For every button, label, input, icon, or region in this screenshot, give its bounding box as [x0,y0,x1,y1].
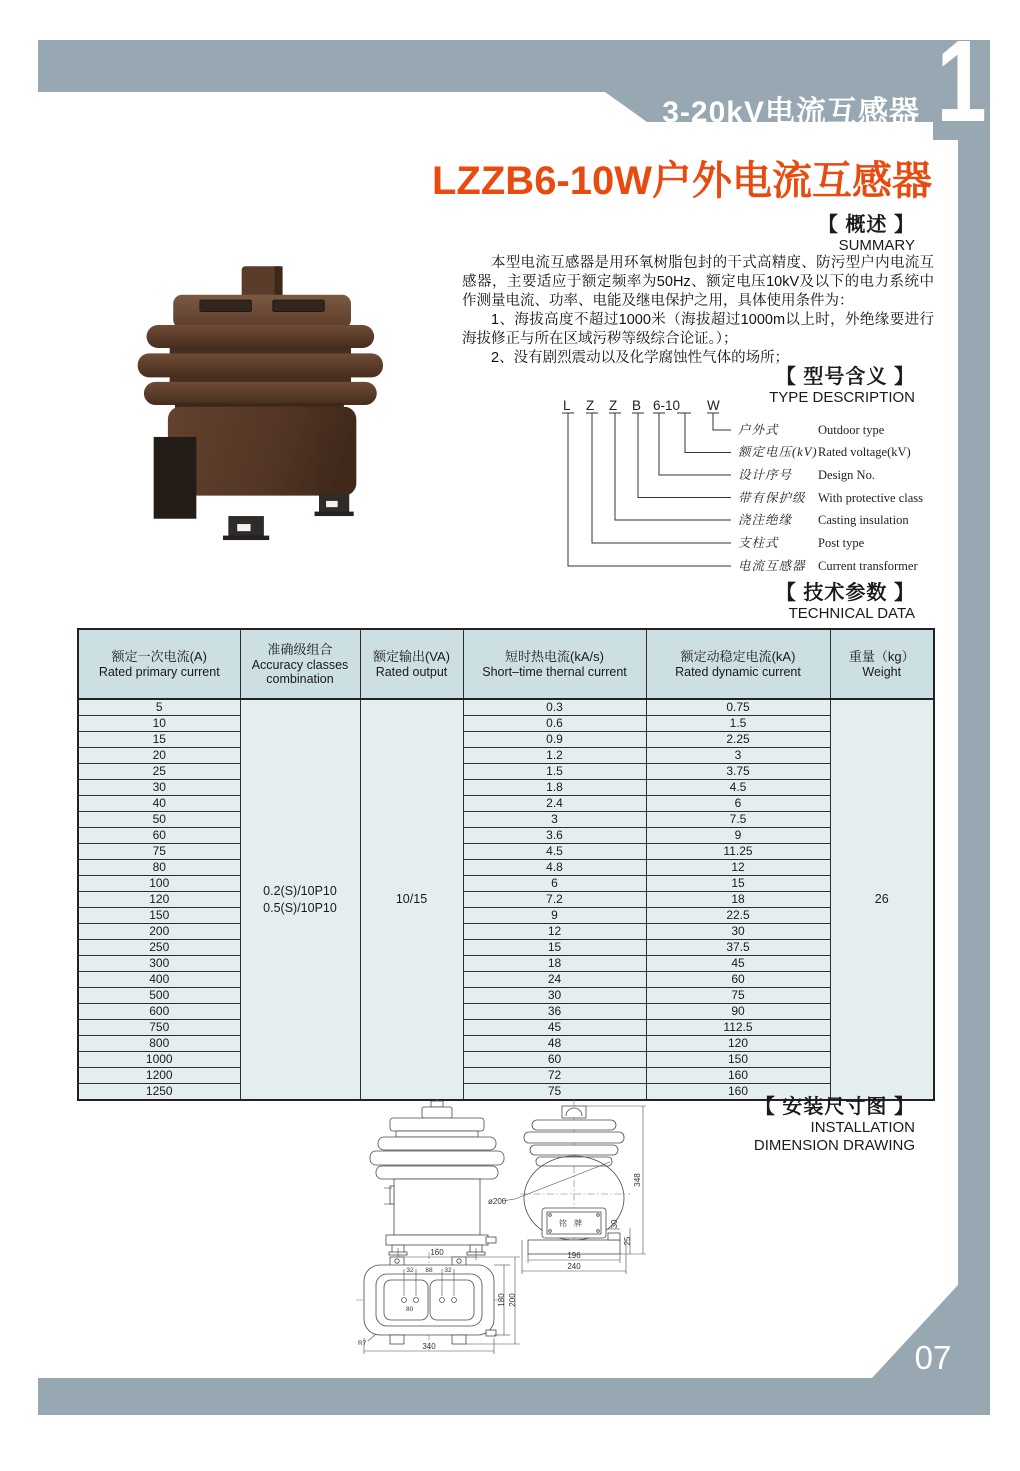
table-cell: 150 [646,1052,830,1068]
table-cell: 75 [78,844,240,860]
dim-front-width: 160 [430,1248,444,1257]
type-desc-label-en: Outdoor type [818,422,885,437]
table-cell: 0.75 [646,699,830,716]
table-cell: 3 [646,748,830,764]
bottom-view [356,1252,520,1354]
table-row [78,988,934,1004]
table-cell: 48 [463,1036,646,1052]
installation-heading-en2: DIMENSION DRAWING [753,1137,915,1154]
table-cell: 9 [646,828,830,844]
table-cell: 1.5 [463,764,646,780]
installation-dimension-drawing [352,1098,662,1366]
table-cell: 800 [78,1036,240,1052]
dim-base-total: 240 [567,1262,581,1271]
table-cell: 30 [78,780,240,796]
table-row [78,940,934,956]
table-cell: 9 [463,908,646,924]
weight-cell: 26 [830,699,934,1100]
table-cell: 37.5 [646,940,830,956]
col-header-weight: 重量（kg） Weight [830,629,934,699]
table-cell: 3 [463,812,646,828]
type-desc-item [555,536,935,551]
table-cell: 60 [463,1052,646,1068]
table-cell: 120 [78,892,240,908]
table-cell: 10 [78,716,240,732]
mounting-foot [315,494,354,516]
mounting-foot [223,516,269,540]
table-cell: 112.5 [646,1020,830,1036]
type-description-heading-cn: 【 型号含义 】 [775,366,915,388]
table-cell: 5 [78,699,240,716]
dim-180: 180 [497,1293,506,1307]
table-cell: 15 [646,876,830,892]
table-cell: 1200 [78,1068,240,1084]
table-cell: 24 [463,972,646,988]
technical-data-heading-cn: 【 技术参数 】 [775,582,915,604]
dim-bottom-width: 340 [422,1342,436,1351]
code-letter: 6-10 [653,398,681,413]
table-cell: 1250 [78,1084,240,1101]
type-desc-label-en: Design No. [818,467,875,482]
summary-heading-cn: 【 概述 】 [817,214,915,236]
technical-table-body [78,699,934,1100]
dim-hole-32-right: 32 [444,1267,452,1274]
type-desc-label-cn: 电流互感器 [738,558,806,573]
dim-200: 200 [508,1293,517,1307]
table-cell: 30 [646,924,830,940]
col-header-accuracy: 准确级组合 Accuracy classes combination [240,629,360,699]
table-row [78,716,934,732]
table-cell: 4.5 [646,780,830,796]
code-letter: Z [586,398,595,413]
type-desc-label-cn: 户外式 [738,422,779,437]
table-cell: 90 [646,1004,830,1020]
nameplate-label: 铭牌 [559,1219,589,1228]
table-cell: 25 [78,764,240,780]
dim-height: 348 [633,1173,642,1187]
type-desc-label-en: Post type [818,536,865,550]
table-cell: 18 [463,956,646,972]
dim-hole-32-left: 32 [406,1267,414,1274]
table-row [78,828,934,844]
type-desc-label-cn: 支柱式 [738,536,779,550]
code-letter: L [563,398,571,413]
technical-data-table [77,628,935,1101]
table-row [78,1036,934,1052]
table-cell: 18 [646,892,830,908]
type-description-heading-en: TYPE DESCRIPTION [769,389,915,406]
transformer-illustration [138,266,383,540]
table-cell: 45 [463,1020,646,1036]
table-cell: 60 [646,972,830,988]
summary-text [462,254,934,368]
table-header-row [78,629,934,699]
table-cell: 0.9 [463,732,646,748]
table-cell: 200 [78,924,240,940]
dim-radius: R7 [358,1340,367,1347]
table-cell: 250 [78,940,240,956]
type-desc-label-cn: 设计序号 [738,467,793,482]
chapter-number-block [933,16,990,146]
dim-25: 25 [623,1236,632,1246]
table-cell: 75 [646,988,830,1004]
table-row [78,748,934,764]
dim-80: 80 [406,1306,414,1313]
table-row [78,1068,934,1084]
bottom-band [38,1378,958,1415]
table-cell: 22.5 [646,908,830,924]
table-cell: 60 [78,828,240,844]
type-desc-item [555,423,935,438]
type-desc-label-en: Current transformer [818,558,918,573]
table-cell: 4.5 [463,844,646,860]
installation-heading-cn: 【 安装尺寸图 】 [754,1096,915,1118]
table-row [78,860,934,876]
chapter-number: 1 [936,16,987,146]
summary-heading [818,214,915,255]
table-cell: 6 [646,796,830,812]
table-cell: 40 [78,796,240,812]
table-cell: 80 [78,860,240,876]
table-cell: 36 [463,1004,646,1020]
table-cell: 15 [463,940,646,956]
table-cell: 3.75 [646,764,830,780]
table-cell: 1000 [78,1052,240,1068]
table-cell: 600 [78,1004,240,1020]
type-desc-label-en: With protective class [818,490,924,505]
table-cell: 50 [78,812,240,828]
table-row [78,812,934,828]
table-row [78,892,934,908]
code-letter: Z [609,398,618,413]
table-cell: 0.3 [463,699,646,716]
table-cell: 7.5 [646,812,830,828]
top-band [38,40,958,92]
table-cell: 75 [463,1084,646,1101]
col-header-primary-current: 额定一次电流(A) Rated primary current [78,629,240,699]
table-cell: 0.6 [463,716,646,732]
rated-output-cell: 10/15 [360,699,463,1100]
dim-diameter: ø200 [488,1197,507,1206]
summary-paragraph: 2、没有剧烈震动以及化学腐蚀性气体的场所； [491,350,790,366]
table-cell: 30 [463,988,646,1004]
table-cell: 4.8 [463,860,646,876]
table-cell: 11.25 [646,844,830,860]
table-cell: 120 [646,1036,830,1052]
table-cell: 12 [646,860,830,876]
table-cell: 6 [463,876,646,892]
table-cell: 100 [78,876,240,892]
table-cell: 1.8 [463,780,646,796]
table-cell: 1.2 [463,748,646,764]
table-cell: 750 [78,1020,240,1036]
col-header-thermal-current: 短时热电流(kA/s) Short–time thernal current [463,629,646,699]
accuracy-classes-cell: 0.2(S)/10P10 0.5(S)/10P10 [240,699,360,1100]
summary-paragraph: 1、海拔高度不超过1000米（海拔超过1000m以上时，外绝缘要进行海拔修正与所在区域污秽等级综合论证。）； [462,312,934,347]
table-cell: 160 [646,1068,830,1084]
table-cell: 3.6 [463,828,646,844]
summary-paragraph: 本型电流互感器是用环氧树脂包封的干式高精度、防污型户内电流互感器，主要适应于额定频率为50Hz、额定电压10kV及以下的电力系统中作测量电流、功率、电能及继电保护之用，具体使用条件为： [462,255,934,309]
page-title: LZZB6-10W户外电流互感器 [432,159,932,203]
code-letter: B [632,398,642,413]
type-desc-label-en: Rated voltage(kV) [818,445,911,460]
right-side-bar [958,40,990,1415]
chapter-title: 3-20kV电流互感器 [662,96,920,129]
type-desc-item [555,513,935,528]
table-cell: 2.4 [463,796,646,812]
installation-heading [754,1096,915,1155]
type-desc-item [555,468,935,483]
dim-30: 30 [610,1219,619,1229]
product-photo [95,238,415,563]
table-cell: 12 [463,924,646,940]
table-cell: 20 [78,748,240,764]
table-row [78,1004,934,1020]
table-cell: 45 [646,956,830,972]
summary-heading-en: SUMMARY [838,237,915,254]
type-desc-label-en: Casting insulation [818,513,909,528]
side-view [488,1099,646,1274]
page-number: 07 [914,1339,952,1376]
front-view [370,1099,504,1260]
type-desc-label-cn: 额定电压(kV) [738,445,818,460]
dim-base-width: 196 [567,1251,581,1260]
table-cell: 160 [646,1084,830,1101]
table-cell: 500 [78,988,240,1004]
table-cell: 150 [78,908,240,924]
table-row [78,796,934,812]
table-row [78,780,934,796]
table-row [78,764,934,780]
table-cell: 300 [78,956,240,972]
installation-heading-en1: INSTALLATION [810,1119,915,1136]
dim-hole-88: 88 [425,1267,433,1274]
table-row [78,956,934,972]
table-row [78,908,934,924]
table-row [78,972,934,988]
technical-data-heading [776,582,915,623]
code-letter: W [707,398,720,413]
type-desc-label-cn: 浇注绝缘 [738,513,793,528]
type-code-diagram [555,398,935,582]
table-row [78,844,934,860]
col-header-dynamic-current: 额定动稳定电流(kA) Rated dynamic current [646,629,830,699]
table-row [78,1020,934,1036]
table-cell: 1.5 [646,716,830,732]
type-desc-item [555,491,935,506]
type-desc-label-cn: 带有保护级 [738,490,806,505]
technical-data-heading-en: TECHNICAL DATA [788,605,915,622]
table-row [78,1052,934,1068]
col-header-rated-output: 额定输出(VA) Rated output [360,629,463,699]
table-cell: 15 [78,732,240,748]
table-row [78,699,934,716]
table-row [78,876,934,892]
table-cell: 2.25 [646,732,830,748]
table-row [78,732,934,748]
table-cell: 72 [463,1068,646,1084]
table-cell: 400 [78,972,240,988]
table-row [78,924,934,940]
type-desc-item [555,559,935,574]
type-desc-item [555,445,935,460]
table-cell: 7.2 [463,892,646,908]
